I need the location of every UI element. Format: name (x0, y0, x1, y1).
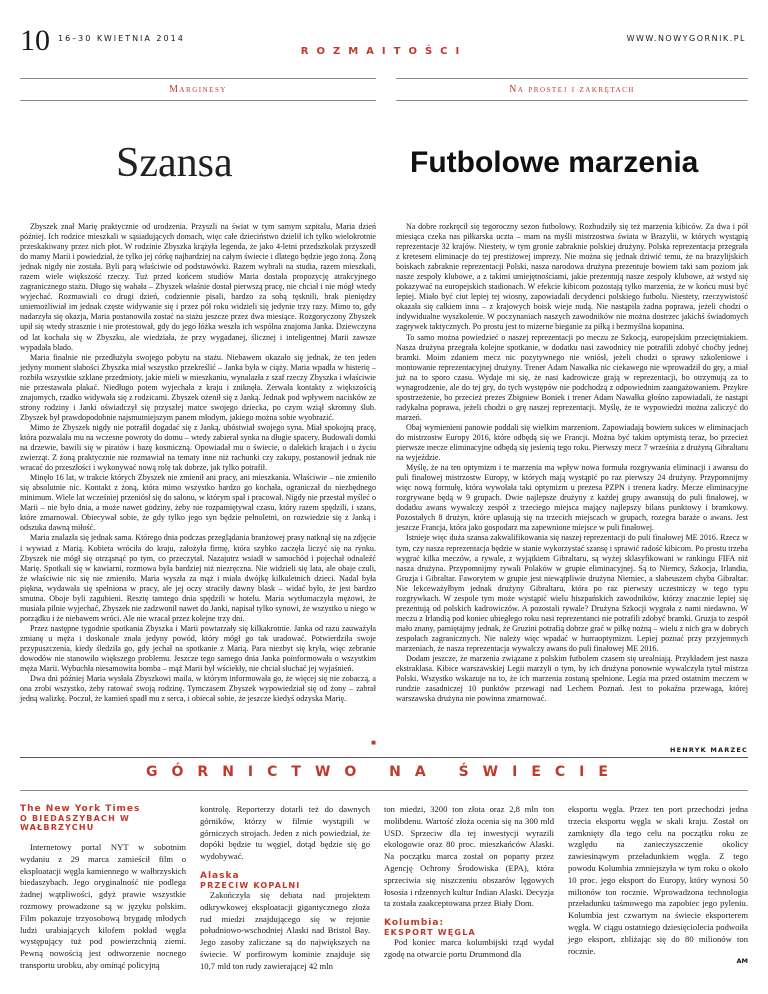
paragraph: eksportu węgla. Przez ten port przechodzi jedna trzecia eksportu węgla w skali kraju. Został on zamknięty dla tego celu na początku roku ze względu na zanieczyszczenie okolicy zawiesinąwym przeładunkiem węgla. Z tego powodu Kolumbia zmniejszyła w tym roku o około 10 proc. jego eksport do Europy, który wynosi 50 milionów ton rocznie. Wprowadzona technologia przeładunku taśmowego ma zapobiec jego pyleniu. Kolumbia jest czwartym na świecie eksporterem węgla. W ciągu ostatniego dziesięciolecia podwoiła jego eksport, zbliżając się do 80 milionów ton rocznie. (568, 804, 748, 956)
divider (20, 757, 748, 758)
divider (20, 78, 376, 79)
subheading: O BIEDASZYBACH W WAŁBRZYCHU (20, 814, 130, 832)
left-article-title: Szansa (116, 140, 233, 186)
paragraph: Na dobre rozkręcił się tegoroczny sezon futbolowy. Rozbudziły się też marzenia kibiców. Za dwa i pół miesiąca czeka nas piłkarska uczta – mam na myśli mistrzostwa świata w Brazylii, w których wystąpią reprezentacje 32 krajów. Niestety, w tym gronie zabraknie polskiej drużyny. Polska reprezentacja przegrała z kretesem eliminacje do tej prestiżowej imprezy. Nie można się jednak dziwić temu, że na brazylijskich boiskach zabraknie reprezentacji Polski, nasza narodowa drużyna prezentuje bowiem taki sam poziom jak nasze zespoły klubowe, a z takimi umiejętnościami, jakie prezentują nasze zespoły klubowe, aż wstyd się pokazywać na europejskich stadionach. W efekcie kibicom pozostają tylko marzenia, że w końcu musi być lepiej. Miało być ciut lepiej tej wiosny, zapowiadali decydenci polskiego futbolu. Niestety, rzeczywistość okazała się całkiem inna – z krajowych boisk wieje nudą. Nie nastąpiła żadna poprawa, jeżeli chodzi o indywidualne wyszkolenie. W poczynaniach naszych zawodników nie można dostrzec jakichś świadomych zagrywek taktycznych. Po prostu jest to mizerne bieganie za piłką i bezmyślna kopanina. (396, 222, 748, 332)
paragraph: Istnieje więc duża szansa zakwalifikowania się naszej reprezentacji do puli finałowej ME 2016. Rzecz w tym, czy nasza reprezentacja będzie w stanie wykorzystać szansę i sprawić radość kibicom. Po prostu trzeba wygrać kilka meczów, a rywale, z wyjątkiem Gibraltaru, są wyżej sklasyfikowani w rankingu FIFA niż nasza drużyna. Przypomnijmy rywali Polaków w grupie eliminacyjnej. Są to Niemcy, Szkocja, Irlandia, Gruzja i Gibraltar. Faworytem w grupie jest niewątpliwie drużyna Niemiec, a słabeuszem chyba Gibraltar. Nie lekceważyłbym jednak drużyny Gibraltaru, która po raz pierwszy uczestniczy w tego typu rozgrywkach. W zespole tym może wystąpić wielu hiszpańskich zawodników, którzy znacznie lepiej się prezentują od polskich kadrowiczów. A pozostali rywale? Drużyna Szkocji wygrała z nami niedawno. W meczu z Irlandią pod koniec ubiegłego roku nasi reprezentanci nie potrafili zdobyć bramki. Gruzja to zespół mało znany, pamiętajmy jednak, że Gruzini potrafią dobrze grać w piłkę nożną – wielu z nich gra w dobrych zespołach zagranicznych. Nie należy więc wpadać w hurraoptymizm. Lepiej poznać przy przyjemnych marzeniach, że nasza reprezentacja wywalczy awans do puli finałowej ME 2016. (396, 533, 748, 653)
paragraph: Myślę, że na ten optymizm i te marzenia ma wpływ nowa formuła rozgrywania eliminacji i awansu do puli finałowej mistrzostw Europy, w których mają wystąpić po raz pierwszy 24 drużyny. Przypomnijmy więc nową formułę, która wywołała taki optymizm u prezesa PZPN i trenera kadry. Mecze eliminacyjne rozgrywane będą w 9 grupach. Dwie najlepsze drużyny z każdej grupy awansują do puli finałowej, w dodatku awans wywalczy zespół z trzeciego miejsca mający najlepszy bilans punktowy i bramkowy. Pozostałych 8 drużyn, które uplasują się na trzecich miejscach w grupach, rozegra baraże o awans. Jest jeszcze Francja, która jako gospodarz ma zapewnione miejsce w puli finałowej. (396, 463, 748, 533)
right-kicker: Na prostej i zakrętach (509, 84, 635, 95)
column-text (384, 804, 554, 910)
subheading: Kolumbia: (384, 918, 445, 929)
left-kicker: Marginesy (169, 84, 227, 95)
paragraph: Minęło 16 lat, w trakcie których Zbyszek nie zmienił ani pracy, ani mieszkania. Właściwie – nie zmieniło się absolutnie nic. Kontakt z żoną, która mimo wszystko bardzo go kochała, ograniczał do niezbędnego minimum. Wiele lat wcześniej przeniósł się do salonu, w którym spał i pracował. Nigdy nie przestał myśleć o Marii – nie było dnia, a może nawet godziny, żeby nie rozpamiętywał czasu, który razem spędzili, i szans, które zmarnował. Obiecywał sobie, że gdy tylko jego syn będzie pełnoletni, on rozwiedzie się z Janką i odszuka dawną miłość. (20, 473, 376, 533)
bottom-column-3 (384, 804, 554, 961)
column-text (568, 804, 748, 957)
paragraph: Zbyszek znał Marię praktycznie od urodzenia. Przyszli na świat w tym samym szpitalu, Maria dzień później. Ich rodzice mieszkali w sąsiadujących domach, więc całe dzieciństwo dzielił ich tylko wielokrotnie przeskakiwany przez nich płot. W rodzinie Zbyszka krążyła legenda, że jako 4-letni przedszkolak przyszedł do mamy Marii i powiedział, że tylko jej córkę najbardziej na całym świecie i dlatego będzie jego żoną. Żoną jednak nigdy nie została. Byli parą właściwie od podstawówki. Razem wybrali na studia, razem mieszkali, razem wiele większość rzeczy. Tuż przed końcem studiów Maria dostała propozycję atrakcyjnego zagranicznego stażu. Długo się wahała – Zbyszek właśnie dostał pierwszą pracę, nie chciał i nie mógł wtedy wyjechać. Rozmawiali co drugi dzień, codziennie pisali, bardzo za sobą tęsknili, brak pieniędzy uniemożliwiał im jednak częste widywanie się i przez pół roku widzieli się jedynie trzy razy. Mimo to, gdy nadarzyła się okazja, Maria postanowiła zostać na stażu jeszcze przez dwa miesiące. Rozgoryczony Zbyszek upił się wtedy strasznie i nie protestował, gdy do jego łóżka weszła ich wspólna znajoma Janka. Dziewczyna od lat kochała się w Zbyszku, ale wiedziała, że przy wygadanej, ślicznej i inteligentnej Marii zawsze wypadała blado. (20, 222, 376, 352)
left-article-body (20, 222, 376, 704)
paragraph: ton miedzi, 3200 ton złota oraz 2,8 mln ton molibdenu. Wartość złoża ocenia się na 300 mld USD. Sprzeciw dla tej inwestycji wyrazili ekologowie oraz 80 proc. mieszkańców Alaski. Na początku marca został on poparty przez Agencję Ochrony Środowiska (EPA), która sprzeciwia się niszczeniu obszarów lęgowych łososia i rdzennych kultur Indian Alaski. Decyzja ta została zaakceptowana przez Biały Dom. (384, 804, 554, 909)
subheading: Alaska (200, 870, 240, 881)
author-byline: HENRYK MARZEC (669, 746, 748, 754)
bottom-column-4 (568, 804, 748, 965)
paragraph: kontrolę. Reporterzy dotarli też do dawnych górników, którzy w filmie wystąpili w górniczych strojach. Jeden z nich powiedział, że dopóki będzie tu węgiel, dotąd będzie się go wydobywać. (200, 804, 370, 862)
paragraph: Mimo że Zbyszek nigdy nie potrafił dogadać się z Janką, ubóstwiał swojego syna. Miał spokojną pracę, która pozwalała mu na wczesne powroty do domu – wtedy zabierał synka na długie spacery. Budowali domki na drzewie, bawili się w piratów i bazę kosmiczną. Opowiadał mu o świecie, o dalekich krajach i o życiu zwierząt. Z żoną praktycznie nie rozmawiał na tematy inne niż rachunki czy zakupy, postanowił jednak nie wracać do przeszłości i wykonywać nową rolę tak dobrze, jak tylko potrafił. (20, 422, 376, 473)
end-mark: ■ (371, 738, 376, 747)
divider (20, 100, 376, 101)
paragraph: Przez następne tygodnie spotkania Zbyszka i Marii powtarzały się kilkakrotnie. Janka od razu zauważyła zmianę u męża i doskonale znała jedyny powód, który mógł go tak uradować. Potwierdziła swoje przypuszczenia, kiedy śledziła go, gdy jechał na spotkanie z Marią. Para niezbyt się kryła, więc zebranie dowodów nie stanowiło większego problemu. Jeszcze tego samego dnia Janka poinformowała o wszystkim męża Marii. Wybuchła niesamowita bomba – mąż Marii był wściekły, nie chciał słuchać jej wyjaśnień. (20, 623, 376, 674)
paragraph: Obaj wymienieni panowie poddali się wielkim marzeniom. Zapowiadają bowiem sukces w eliminacjach do mistrzostw Europy 2016, które odbędą się we Francji. Można być takim optymistą teraz, bo przecież pierwsze mecze eliminacyjne odbędą się jesienią tego roku. Pierwszy mecz 7 września z drużyną Gibraltaru na wyjeździe. (396, 422, 748, 463)
issue-date: 16–30 KWIETNIA 2014 (58, 34, 185, 43)
paragraph: Maria znalazła się jednak sama. Którego dnia podczas przeglądania branżowej prasy natknął się na zdjęcie i wywiad z Marią. Kobieta wróciła do kraju, założyła firmę, która szybko zaczęła liczyć się na rynku. Zbyszek nie mógł się otrząsnąć po tym, co przeczytał. Nazajutrz wsiadł w samochód i pojechał odnaleźć Marię. Spotkali się w kawiarni, rozmowa była bardziej niż niezręczna. Nie widzieli się lata, ale obaje czuli, że właściwie nic się nie zmieniło. Maria wyszła za mąż i miała dwójkę kilkuletnich dzieci. Nadal była piękna, wydawała się spełniona w pracy, ale jej oczy straciły dawny blask – widać było, że jest bardzo smutna. Oboje byli zagubieni. Resztę tamtego dnia spędzili w hotelu. Maria wytłumaczyła mężowi, że musiała pilnie wyjechać, Zbyszek nie zadzwonił nawet do Janki, napisał tylko synowi, że wszystko u niego w porządku i że niebawem wróci. Ale nie wracał przez kolejne trzy dni. (20, 533, 376, 623)
paragraph: To samo można powiedzieć o naszej reprezentacji po meczu ze Szkocją, europejskim przeciętniakiem. Nasza drużyna przegrała kolejne spotkanie, w dodatku nasi zawodnicy nie potrafili zdobyć choćby jednej bramki. Moim zdaniem mecz nic pozytywnego nie wniósł, jeżeli chodzi o sprawy szkoleniowe i montowanie reprezentacyjnej drużyny. Trener Adam Nawałka nic ciekawego nie wprowadził do gry, a miał już na to sporo czasu. Wydaje mi się, że nasi kadrowicze grają w reprezentacji, bo otrzymują za to wynagrodzenie, ale do tej gry, do tych występów nie podchodzą z odpowiednim zaangażowaniem. Przykre spostrzeżenie, bo przecież prezes Zbigniew Boniek i trener Adam Nawałka głośno zapowiadali, że nastąpi radykalna poprawa, jeżeli chodzi o grę naszej reprezentacji. Myślę, że te wypowiedzi można zaliczyć do marzeń. (396, 332, 748, 422)
paragraph: Internetowy portal NYT w sobotnim wydaniu z 29 marca zamieścił film o eksploatacji węgla kamiennego w wałbrzyskich biedaszybach. Jego oryginalność nie podlega żadnej wątpliwości, gdyż prawie wszystkie rozmowy prowadzone są w języku polskim. Film pokazuje trzyosobową brygadę młodych ludzi urabiających kilofem pokład węgla występujący tuż pod powierzchnią ziemi. Pewną nowością jest odtworzenie nocnego transportu urobku, aby ominąć policyjną (20, 842, 186, 970)
divider (20, 790, 748, 791)
paragraph: Pod koniec marca kolumbijski rząd wydał zgodę na otwarcie portu Drummond dla (384, 937, 554, 959)
section-band-title: GÓRNICTWO NA ŚWIECIE (146, 764, 622, 780)
divider (396, 78, 748, 79)
right-article-body (396, 222, 748, 704)
column-text (20, 842, 186, 972)
bottom-column-2 (200, 804, 370, 973)
subheading: The New York Times (20, 804, 141, 814)
column-text (200, 890, 370, 973)
bottom-column-1 (20, 804, 186, 972)
paragraph: Maria finalnie nie przedłużyła swojego pobytu na stażu. Niebawem okazało się jednak, że ten jeden jedyny moment słabości Zbyszka miał wszystko przekreślić – Janka była w ciąży. Maria wpadła w histerię – rozbiła wszystkie szklane przedmioty, jakie mieli w mieszkaniu, wynalazła z szaf rzeczy Zbyszka i właściwie nie przestawała płakać. Niedługo potem wyjechała z kraju i zniknęła. Zerwała kontakty z większością znajomych, rzadko widywała się z rodzicami. Zbyszek ożenił się z Janką. Jednak pod wpływem nacisków ze strony rodziny i Janki oświadczył się przyszłej matce swojego dziecka, po czym wziął skromny ślub. Zbyszek był prawdopodobnie najsmutniejszym panem młodym, jakiego można sobie wyobrazić. (20, 352, 376, 422)
column-text (384, 937, 554, 961)
right-article-title: Futbolowe marzenia (410, 146, 699, 179)
paragraph: Dwa dni później Maria wysłała Zbyszkowi maila, w którym informowała go, że więcej się nie zobaczą, a ona zrobi wszystko, żeby ratować swoją rodzinę. Tymczasem Zbyszek wypowiedział się od żony – zabrał jedną walizkę. Poczuł, że kamień spadł mu z serca, i obiecał sobie, że jeszcze kiedyś odzyska Marię. (20, 674, 376, 704)
subheading: PRZECIW KOPALNI (200, 880, 301, 890)
website-link[interactable]: WWW.NOWYGORNIK.PL (626, 34, 746, 43)
paragraph: Zakończyła się debata nad projektem odkrywkowej eksploatacji gigantycznego złoża rud miedzi znajdującego się w rejonie południowo-wschodniej Alaski nad Bristol Bay. Jego zasoby zaliczane są do największych na świecie. W porfirowym kominie znajduje się 10,7 mld ton rudy zawierającej 42 mln (200, 889, 370, 971)
section-title: ROZMAITOŚCI (300, 46, 468, 57)
subheading: EKSPORT WĘGLA (384, 928, 476, 938)
paragraph: Dodam jeszcze, że marzenia związane z polskim futbolem czasem się urealniają. Przykładem jest nasza ekstraklasa. Kibice warszawskiej Legii marzyli o tym, by ich drużyna ponownie wywalczyła tytuł mistrza Polski. Wszystko wskazuje na to, że ich marzenia zostaną spełnione. Legia ma przed ostatnim meczem w rundzie zasadniczej 10 punktów przewagi nad Lechem Poznań. Jest to pokaźna przewaga, której warszawska drużyna nie powinna zmarnować. (396, 654, 748, 704)
page-number: 10 (20, 24, 50, 57)
author-initials: AM (736, 957, 748, 966)
divider (396, 100, 748, 101)
column-text (200, 804, 370, 863)
